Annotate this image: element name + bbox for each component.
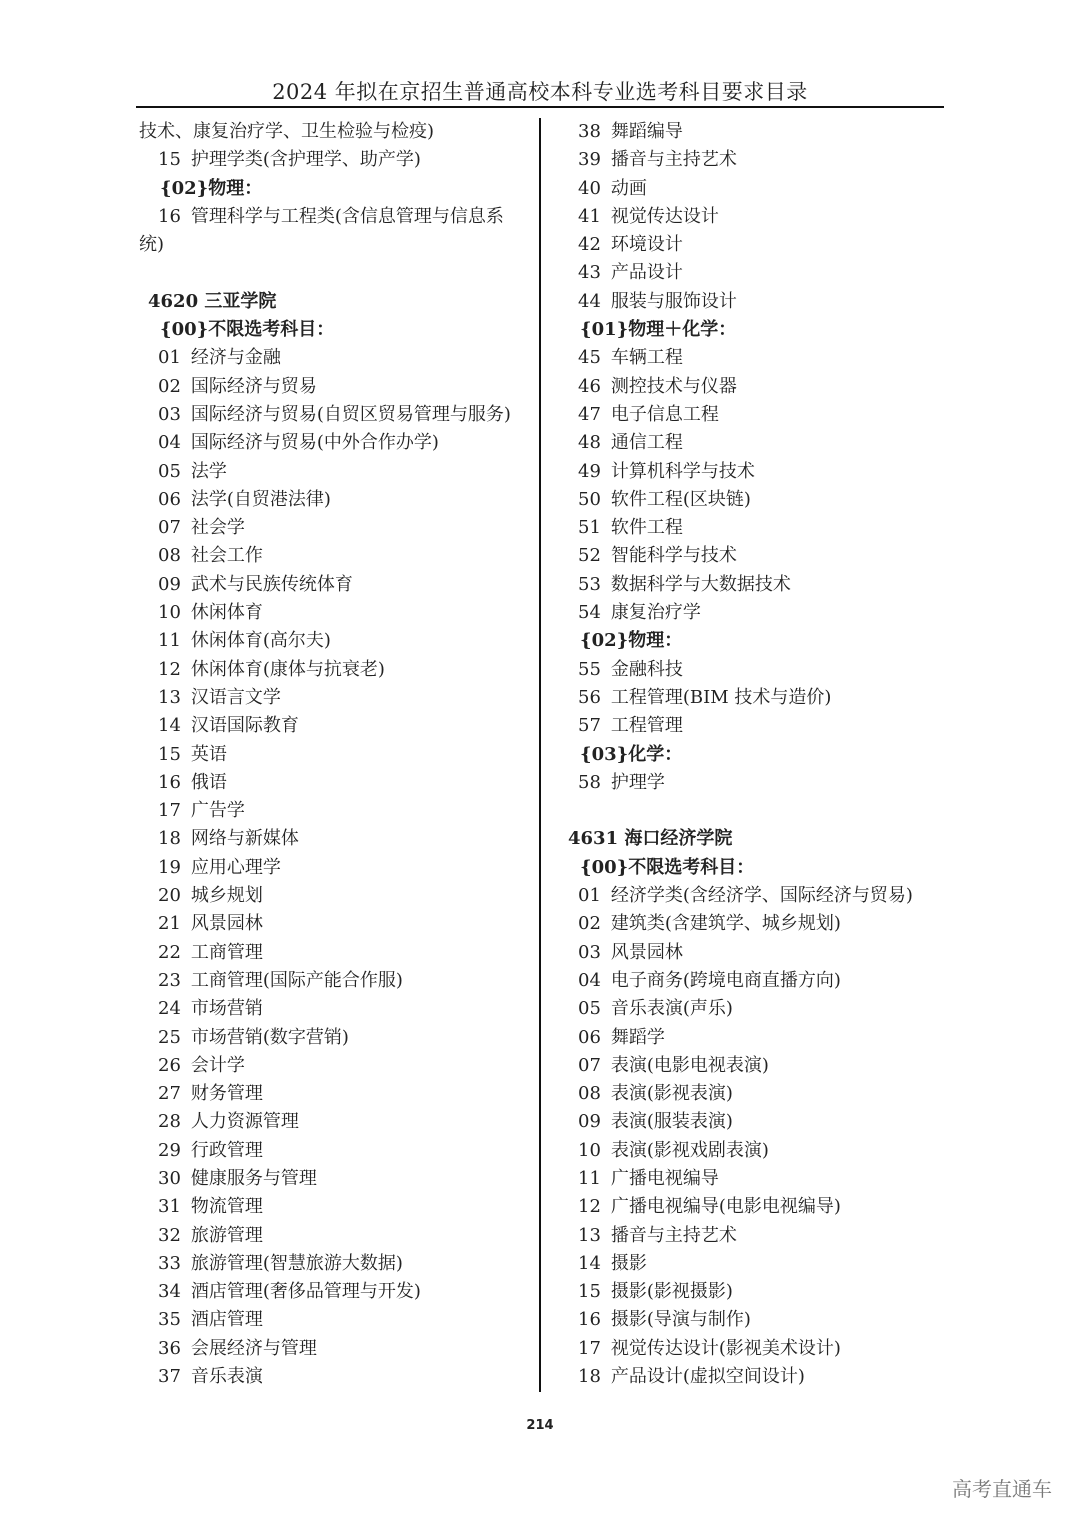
major-code: 25 bbox=[158, 1026, 181, 1048]
major-code: 57 bbox=[578, 715, 601, 737]
major-list-item bbox=[139, 741, 534, 769]
major-list-item bbox=[568, 259, 948, 287]
major-code: 44 bbox=[578, 290, 601, 312]
major-code: 21 bbox=[158, 913, 181, 935]
major-name: 社会学 bbox=[190, 517, 245, 539]
major-name: 电子商务(跨境电商直播方向) bbox=[610, 969, 841, 991]
major-name: 国际经济与贸易(自贸区贸易管理与服务) bbox=[190, 403, 511, 425]
major-list-item bbox=[568, 1306, 948, 1334]
major-list-item bbox=[139, 656, 534, 684]
major-name: 音乐表演 bbox=[190, 1366, 263, 1388]
major-name: 健康服务与管理 bbox=[190, 1167, 317, 1189]
major-name: 武术与民族传统体育 bbox=[190, 573, 353, 595]
major-name: 摄影(导演与制作) bbox=[610, 1309, 751, 1331]
major-code: 48 bbox=[578, 432, 601, 454]
major-list-item bbox=[568, 910, 948, 938]
major-list-item bbox=[568, 1024, 948, 1052]
major-code: 15 bbox=[158, 743, 181, 765]
major-code: 26 bbox=[158, 1054, 181, 1076]
major-list-item bbox=[568, 203, 948, 231]
major-code: 01 bbox=[578, 885, 601, 907]
major-code: 15 bbox=[578, 1281, 601, 1303]
major-code: 46 bbox=[578, 375, 601, 397]
major-name: 音乐表演(声乐) bbox=[610, 998, 733, 1020]
major-code: 18 bbox=[158, 828, 181, 850]
major-name: 应用心理学 bbox=[190, 856, 281, 878]
major-list-item bbox=[568, 599, 948, 627]
major-list-item bbox=[568, 514, 948, 542]
major-list-item bbox=[568, 1080, 948, 1108]
major-code: 03 bbox=[158, 403, 181, 425]
major-name: 产品设计 bbox=[610, 262, 683, 284]
continued-text: 技术、康复治疗学、卫生检验与检疫) bbox=[139, 121, 435, 142]
major-name: 市场营销(数字营销) bbox=[190, 1026, 349, 1048]
major-name: 休闲体育 bbox=[190, 602, 263, 624]
major-list-item bbox=[568, 939, 948, 967]
major-name: 表演(影视戏剧表演) bbox=[610, 1139, 769, 1161]
major-name: 广播电视编导(电影电视编导) bbox=[610, 1196, 841, 1218]
major-code: 04 bbox=[158, 432, 181, 454]
major-name: 财务管理 bbox=[190, 1083, 263, 1105]
major-code: 11 bbox=[158, 630, 181, 652]
major-name: 软件工程(区块链) bbox=[610, 488, 751, 510]
major-code: 43 bbox=[578, 262, 601, 284]
major-name: 广告学 bbox=[190, 800, 245, 822]
major-code: 08 bbox=[578, 1083, 601, 1105]
major-code: 23 bbox=[158, 969, 181, 991]
major-name: 旅游管理(智慧旅游大数据) bbox=[190, 1252, 403, 1274]
major-name: 风景园林 bbox=[190, 913, 263, 935]
major-code: 14 bbox=[158, 715, 181, 737]
major-list-item bbox=[139, 1193, 534, 1221]
major-list-item bbox=[139, 344, 534, 372]
major-code: 16 bbox=[158, 205, 181, 227]
major-code: 03 bbox=[578, 941, 601, 963]
major-name: 经济与金融 bbox=[190, 347, 281, 369]
major-name: 会计学 bbox=[190, 1054, 245, 1076]
major-list-item bbox=[139, 939, 534, 967]
major-name: 护理学类(含护理学、助产学) bbox=[190, 149, 421, 171]
blank-line bbox=[568, 797, 948, 825]
major-name: 舞蹈学 bbox=[610, 1026, 665, 1048]
major-code: 40 bbox=[578, 177, 601, 199]
subject-requirement-heading: {00}不限选考科目： bbox=[580, 856, 755, 878]
major-code: 32 bbox=[158, 1224, 181, 1246]
major-name: 风景园林 bbox=[610, 941, 683, 963]
major-name: 俄语 bbox=[190, 771, 227, 793]
major-list-item bbox=[568, 1278, 948, 1306]
major-list-item bbox=[139, 599, 534, 627]
major-name: 酒店管理(奢侈品管理与开发) bbox=[190, 1281, 421, 1303]
major-list-item bbox=[568, 401, 948, 429]
major-name: 休闲体育(高尔夫) bbox=[190, 630, 331, 652]
major-code: 52 bbox=[578, 545, 601, 567]
watermark: 高考直通车 bbox=[952, 1477, 1052, 1501]
major-name: 播音与主持艺术 bbox=[610, 1224, 737, 1246]
major-name: 行政管理 bbox=[190, 1139, 263, 1161]
subject-requirement-heading: {01}物理＋化学： bbox=[580, 319, 737, 341]
major-code: 24 bbox=[158, 998, 181, 1020]
major-code: 41 bbox=[578, 205, 601, 227]
subject-requirement-heading: {00}不限选考科目： bbox=[160, 319, 335, 341]
major-name: 城乡规划 bbox=[190, 885, 263, 907]
major-code: 13 bbox=[158, 686, 181, 708]
major-list-item bbox=[568, 1137, 948, 1165]
major-list-item bbox=[139, 1024, 534, 1052]
major-code: 07 bbox=[578, 1054, 601, 1076]
major-name: 人力资源管理 bbox=[190, 1111, 299, 1133]
right-column bbox=[568, 118, 948, 1391]
major-list-item bbox=[568, 344, 948, 372]
major-list-item bbox=[568, 1335, 948, 1363]
major-list-item bbox=[139, 882, 534, 910]
major-name: 市场营销 bbox=[190, 998, 263, 1020]
major-code: 01 bbox=[158, 347, 181, 369]
major-code: 12 bbox=[158, 658, 181, 680]
major-list-item bbox=[568, 1165, 948, 1193]
major-list-item bbox=[139, 797, 534, 825]
major-name: 社会工作 bbox=[190, 545, 263, 567]
subject-requirement-heading: {02}物理： bbox=[580, 630, 683, 652]
major-name: 国际经济与贸易(中外合作办学) bbox=[190, 432, 439, 454]
major-name: 管理科学与工程类(含信息管理与信息系 bbox=[190, 205, 504, 227]
major-code: 27 bbox=[158, 1083, 181, 1105]
major-code: 17 bbox=[578, 1337, 601, 1359]
major-name: 工程管理(BIM 技术与造价) bbox=[610, 686, 832, 708]
major-code: 13 bbox=[578, 1224, 601, 1246]
major-name: 数据科学与大数据技术 bbox=[610, 573, 791, 595]
subject-requirement-heading: {02}物理： bbox=[160, 177, 263, 199]
subject-requirement-heading: {03}化学： bbox=[580, 743, 683, 765]
major-code: 07 bbox=[158, 517, 181, 539]
major-code: 51 bbox=[578, 517, 601, 539]
major-name: 网络与新媒体 bbox=[190, 828, 299, 850]
major-list-item bbox=[139, 401, 534, 429]
major-list-item bbox=[139, 854, 534, 882]
major-name: 工商管理(国际产能合作服) bbox=[190, 969, 403, 991]
major-list-item bbox=[139, 1052, 534, 1080]
continued-text: 统) bbox=[139, 234, 165, 256]
major-name: 汉语言文学 bbox=[190, 686, 281, 708]
left-column bbox=[139, 118, 534, 1391]
major-name: 英语 bbox=[190, 743, 227, 765]
major-code: 08 bbox=[158, 545, 181, 567]
major-code: 16 bbox=[158, 771, 181, 793]
major-name: 建筑类(含建筑学、城乡规划) bbox=[610, 913, 841, 935]
major-list-item bbox=[139, 1108, 534, 1136]
major-name: 工程管理 bbox=[610, 715, 683, 737]
major-name: 视觉传达设计 bbox=[610, 205, 719, 227]
major-list-item bbox=[568, 458, 948, 486]
major-code: 12 bbox=[578, 1196, 601, 1218]
major-name: 康复治疗学 bbox=[610, 602, 701, 624]
major-list-item bbox=[139, 825, 534, 853]
major-name: 物流管理 bbox=[190, 1196, 263, 1218]
major-code: 42 bbox=[578, 234, 601, 256]
major-name: 酒店管理 bbox=[190, 1309, 263, 1331]
major-name: 车辆工程 bbox=[610, 347, 683, 369]
major-name: 经济学类(含经济学、国际经济与贸易) bbox=[610, 885, 913, 907]
school-heading: 4631 海口经济学院 bbox=[568, 828, 733, 850]
major-list-item bbox=[139, 1222, 534, 1250]
major-list-item bbox=[568, 712, 948, 740]
major-name: 通信工程 bbox=[610, 432, 683, 454]
major-code: 36 bbox=[158, 1337, 181, 1359]
major-name: 会展经济与管理 bbox=[190, 1337, 317, 1359]
major-name: 测控技术与仪器 bbox=[610, 375, 737, 397]
major-code: 14 bbox=[578, 1252, 601, 1274]
major-name: 表演(服装表演) bbox=[610, 1111, 733, 1133]
major-code: 17 bbox=[158, 800, 181, 822]
major-list-item bbox=[139, 684, 534, 712]
major-code: 09 bbox=[578, 1111, 601, 1133]
major-code: 31 bbox=[158, 1196, 181, 1218]
school-heading: 4620 三亚学院 bbox=[148, 290, 277, 312]
major-list-item bbox=[139, 712, 534, 740]
major-code: 22 bbox=[158, 941, 181, 963]
column-divider bbox=[539, 118, 541, 1392]
major-code: 06 bbox=[158, 488, 181, 510]
major-code: 50 bbox=[578, 488, 601, 510]
major-name: 国际经济与贸易 bbox=[190, 375, 317, 397]
major-code: 10 bbox=[578, 1139, 601, 1161]
major-name: 法学(自贸港法律) bbox=[190, 488, 331, 510]
major-code: 28 bbox=[158, 1111, 181, 1133]
major-list-item bbox=[568, 542, 948, 570]
major-code: 15 bbox=[158, 149, 181, 171]
major-name: 表演(电影电视表演) bbox=[610, 1054, 769, 1076]
major-list-item bbox=[568, 571, 948, 599]
major-list-item bbox=[568, 1108, 948, 1136]
major-code: 54 bbox=[578, 602, 601, 624]
major-list-item bbox=[139, 1363, 534, 1391]
major-name: 智能科学与技术 bbox=[610, 545, 737, 567]
major-name: 电子信息工程 bbox=[610, 403, 719, 425]
major-code: 18 bbox=[578, 1366, 601, 1388]
major-code: 19 bbox=[158, 856, 181, 878]
major-code: 45 bbox=[578, 347, 601, 369]
major-list-item bbox=[139, 1080, 534, 1108]
major-name: 法学 bbox=[190, 460, 227, 482]
major-code: 20 bbox=[158, 885, 181, 907]
major-code: 02 bbox=[158, 375, 181, 397]
major-list-item bbox=[139, 571, 534, 599]
major-name: 舞蹈编导 bbox=[610, 121, 683, 142]
major-code: 30 bbox=[158, 1167, 181, 1189]
major-name: 金融科技 bbox=[610, 658, 683, 680]
major-list-item bbox=[568, 769, 948, 797]
major-list-item bbox=[139, 769, 534, 797]
major-list-item bbox=[139, 1165, 534, 1193]
major-code: 06 bbox=[578, 1026, 601, 1048]
major-list-item bbox=[568, 1222, 948, 1250]
major-code: 37 bbox=[158, 1366, 181, 1388]
major-list-item bbox=[568, 175, 948, 203]
major-list-item bbox=[139, 627, 534, 655]
major-list-item bbox=[139, 429, 534, 457]
major-list-item bbox=[568, 1363, 948, 1391]
major-list-item bbox=[568, 288, 948, 316]
major-code: 10 bbox=[158, 602, 181, 624]
major-name: 计算机科学与技术 bbox=[610, 460, 755, 482]
major-code: 34 bbox=[158, 1281, 181, 1303]
major-name: 服装与服饰设计 bbox=[610, 290, 737, 312]
major-list-item bbox=[139, 995, 534, 1023]
major-code: 47 bbox=[578, 403, 601, 425]
major-name: 动画 bbox=[610, 177, 647, 199]
major-code: 16 bbox=[578, 1309, 601, 1331]
major-list-item bbox=[139, 373, 534, 401]
major-list-item bbox=[139, 514, 534, 542]
major-code: 35 bbox=[158, 1309, 181, 1331]
major-list-item bbox=[139, 967, 534, 995]
major-list-item bbox=[568, 429, 948, 457]
page-title: 2024 年拟在京招生普通高校本科专业选考科目要求目录 bbox=[272, 80, 808, 104]
major-code: 55 bbox=[578, 658, 601, 680]
major-name: 汉语国际教育 bbox=[190, 715, 299, 737]
major-list-item bbox=[139, 146, 534, 174]
major-list-item bbox=[568, 486, 948, 514]
major-list-item bbox=[139, 486, 534, 514]
major-name: 视觉传达设计(影视美术设计) bbox=[610, 1337, 841, 1359]
major-name: 产品设计(虚拟空间设计) bbox=[610, 1366, 805, 1388]
major-name: 摄影 bbox=[610, 1252, 647, 1274]
major-code: 53 bbox=[578, 573, 601, 595]
major-list-item bbox=[568, 1193, 948, 1221]
major-name: 软件工程 bbox=[610, 517, 683, 539]
major-code: 09 bbox=[158, 573, 181, 595]
major-code: 58 bbox=[578, 771, 601, 793]
major-list-item bbox=[568, 118, 948, 146]
major-name: 广播电视编导 bbox=[610, 1167, 719, 1189]
major-code: 38 bbox=[578, 121, 601, 142]
major-code: 05 bbox=[578, 998, 601, 1020]
major-list-item bbox=[568, 231, 948, 259]
major-code: 33 bbox=[158, 1252, 181, 1274]
header-rule bbox=[136, 106, 944, 108]
major-code: 11 bbox=[578, 1167, 601, 1189]
major-list-item bbox=[568, 1250, 948, 1278]
major-code: 04 bbox=[578, 969, 601, 991]
major-list-item bbox=[139, 1335, 534, 1363]
major-list-item bbox=[139, 203, 534, 231]
major-name: 播音与主持艺术 bbox=[610, 149, 737, 171]
major-code: 39 bbox=[578, 149, 601, 171]
major-name: 环境设计 bbox=[610, 234, 683, 256]
major-list-item bbox=[568, 684, 948, 712]
major-name: 护理学 bbox=[610, 771, 665, 793]
major-list-item bbox=[139, 910, 534, 938]
page-number: 214 bbox=[526, 1418, 554, 1433]
major-list-item bbox=[568, 656, 948, 684]
major-name: 工商管理 bbox=[190, 941, 263, 963]
major-list-item bbox=[139, 1250, 534, 1278]
major-list-item bbox=[139, 1306, 534, 1334]
major-list-item bbox=[568, 373, 948, 401]
major-name: 休闲体育(康体与抗衰老) bbox=[190, 658, 385, 680]
major-code: 02 bbox=[578, 913, 601, 935]
major-code: 05 bbox=[158, 460, 181, 482]
major-list-item bbox=[139, 1278, 534, 1306]
blank-line bbox=[139, 259, 534, 287]
major-list-item bbox=[139, 542, 534, 570]
major-code: 56 bbox=[578, 686, 601, 708]
major-list-item bbox=[139, 458, 534, 486]
major-list-item bbox=[568, 995, 948, 1023]
major-name: 旅游管理 bbox=[190, 1224, 263, 1246]
major-name: 表演(影视表演) bbox=[610, 1083, 733, 1105]
major-name: 摄影(影视摄影) bbox=[610, 1281, 733, 1303]
major-list-item bbox=[139, 1137, 534, 1165]
major-code: 49 bbox=[578, 460, 601, 482]
major-list-item bbox=[568, 146, 948, 174]
major-code: 29 bbox=[158, 1139, 181, 1161]
major-list-item bbox=[568, 967, 948, 995]
major-list-item bbox=[568, 1052, 948, 1080]
major-list-item bbox=[568, 882, 948, 910]
